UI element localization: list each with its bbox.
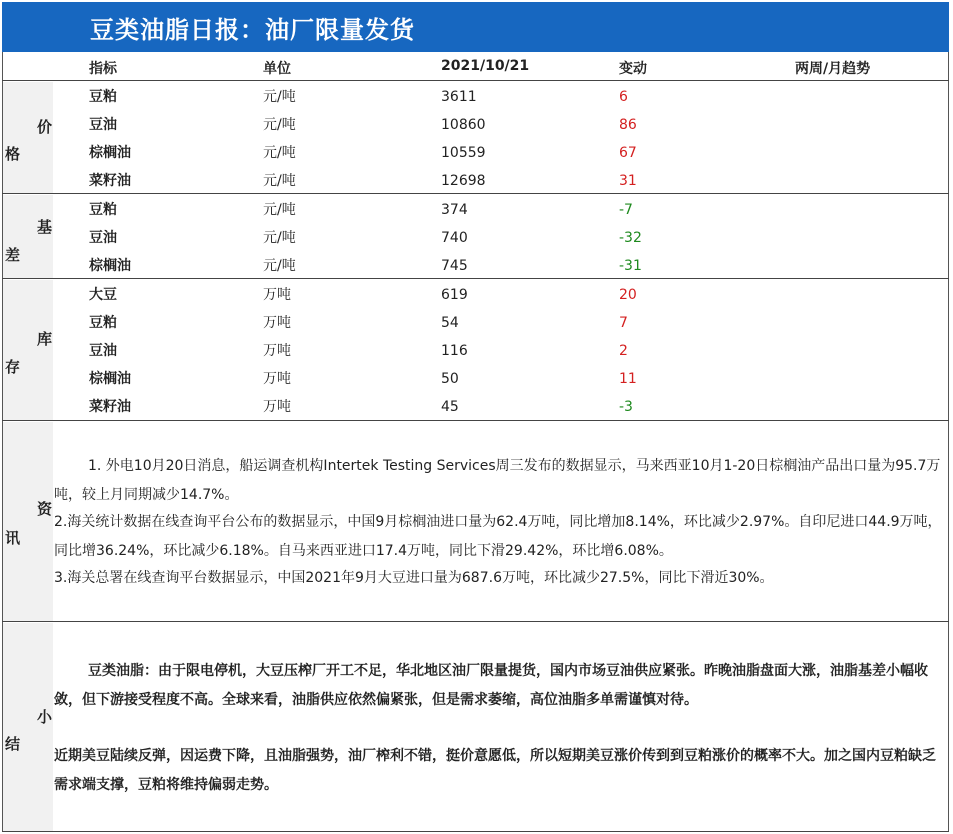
row-change: 11 <box>619 371 637 387</box>
row-value: 619 <box>441 287 468 303</box>
row-unit: 万吨 <box>263 343 291 359</box>
row-change: 20 <box>619 287 637 303</box>
section-label-price-2: 格 <box>5 145 21 163</box>
col-header-unit: 单位 <box>263 61 291 77</box>
row-unit: 元/吨 <box>263 258 296 274</box>
row-name: 菜籽油 <box>89 173 131 189</box>
row-unit: 元/吨 <box>263 89 296 105</box>
row-value: 3611 <box>441 89 477 105</box>
row-name: 棕榈油 <box>89 258 131 274</box>
col-header-trend: 两周/月趋势 <box>795 61 871 77</box>
row-value: 374 <box>441 202 468 218</box>
row-value: 116 <box>441 343 468 359</box>
divider <box>2 621 949 622</box>
row-unit: 元/吨 <box>263 202 296 218</box>
section-label-price-1: 价 <box>37 118 53 136</box>
row-change: 31 <box>619 173 637 189</box>
row-change: 86 <box>619 117 637 133</box>
section-label-news-1: 资 <box>37 500 53 518</box>
divider <box>2 80 949 81</box>
row-change: 2 <box>619 343 628 359</box>
section-label-summary-1: 小 <box>37 708 53 726</box>
row-unit: 万吨 <box>263 371 291 387</box>
section-label-basis-1: 基 <box>37 218 53 236</box>
news-item-1: 1. 外电10月20日消息，船运调查机构Intertek Testing Services周三发布的数据显示，马来西亚10月1-20日棕榈油产品出口量为95.7万吨，较上月同期减少14.7%。 <box>54 458 941 503</box>
row-unit: 元/吨 <box>263 230 296 246</box>
row-name: 豆油 <box>89 230 117 246</box>
row-value: 12698 <box>441 173 486 189</box>
row-name: 豆粕 <box>89 315 117 331</box>
col-header-indicator: 指标 <box>89 61 117 77</box>
row-unit: 万吨 <box>263 315 291 331</box>
summary-paragraph-1: 豆类油脂：由于限电停机，大豆压榨厂开工不足，华北地区油厂限量提货，国内市场豆油供应紧张。昨晚油脂盘面大涨，油脂基差小幅收敛，但下游接受程度不高。全球来看，油脂供应依然偏紧张，但是需求萎缩，高位油脂多单需谨慎对待。 <box>54 663 928 708</box>
section-label-news-2: 讯 <box>5 529 21 547</box>
row-value: 10559 <box>441 145 486 161</box>
row-value: 745 <box>441 258 468 274</box>
section-label-summary-2: 结 <box>5 735 21 753</box>
report-title: 豆类油脂日报：油厂限量发货 <box>90 16 415 44</box>
row-name: 豆粕 <box>89 202 117 218</box>
news-item-3: 3.海关总署在线查询平台数据显示，中国2021年9月大豆进口量为687.6万吨，环比减少27.5%，同比下滑近30%。 <box>54 570 774 586</box>
row-unit: 万吨 <box>263 399 291 415</box>
summary-paragraph-2: 近期美豆陆续反弹，因运费下降，且油脂强势，油厂榨利不错，挺价意愿低，所以短期美豆涨价传到到豆粕涨价的概率不大。加之国内豆粕缺乏需求端支撑，豆粕将维持偏弱走势。 <box>54 748 936 793</box>
row-name: 豆油 <box>89 343 117 359</box>
row-name: 棕榈油 <box>89 145 131 161</box>
section-label-basis-2: 差 <box>5 246 21 264</box>
row-change: -31 <box>619 258 642 274</box>
side-panel-summary <box>3 623 53 832</box>
row-change: 67 <box>619 145 637 161</box>
row-value: 50 <box>441 371 459 387</box>
row-unit: 元/吨 <box>263 117 296 133</box>
row-name: 大豆 <box>89 287 117 303</box>
row-name: 豆油 <box>89 117 117 133</box>
section-label-stock-1: 库 <box>37 330 53 348</box>
news-item-2: 2.海关统计数据在线查询平台公布的数据显示，中国9月棕榈油进口量为62.4万吨，同比增加8.14%，环比减少2.97%。自印尼进口44.9万吨，同比增36.24%，环比减少6.18%。自马来西亚进口17.4万吨，同比下滑29.42%，环比增6.08%。 <box>54 514 942 559</box>
row-value: 54 <box>441 315 459 331</box>
section-label-stock-2: 存 <box>5 358 21 376</box>
divider <box>2 278 949 279</box>
row-name: 豆粕 <box>89 89 117 105</box>
row-name: 棕榈油 <box>89 371 131 387</box>
row-change: -32 <box>619 230 642 246</box>
row-change: 7 <box>619 315 628 331</box>
side-panel-news <box>3 422 53 621</box>
divider <box>2 420 949 421</box>
divider <box>2 831 949 832</box>
row-name: 菜籽油 <box>89 399 131 415</box>
row-unit: 元/吨 <box>263 173 296 189</box>
row-change: -3 <box>619 399 633 415</box>
row-change: -7 <box>619 202 633 218</box>
side-panel-stock <box>3 280 53 420</box>
row-unit: 元/吨 <box>263 145 296 161</box>
row-value: 45 <box>441 399 459 415</box>
row-value: 10860 <box>441 117 486 133</box>
report-header <box>2 2 949 52</box>
side-panel-price <box>3 82 53 193</box>
col-header-date: 2021/10/21 <box>441 58 530 74</box>
col-header-change: 变动 <box>619 61 647 77</box>
row-unit: 万吨 <box>263 287 291 303</box>
row-value: 740 <box>441 230 468 246</box>
row-change: 6 <box>619 89 628 105</box>
